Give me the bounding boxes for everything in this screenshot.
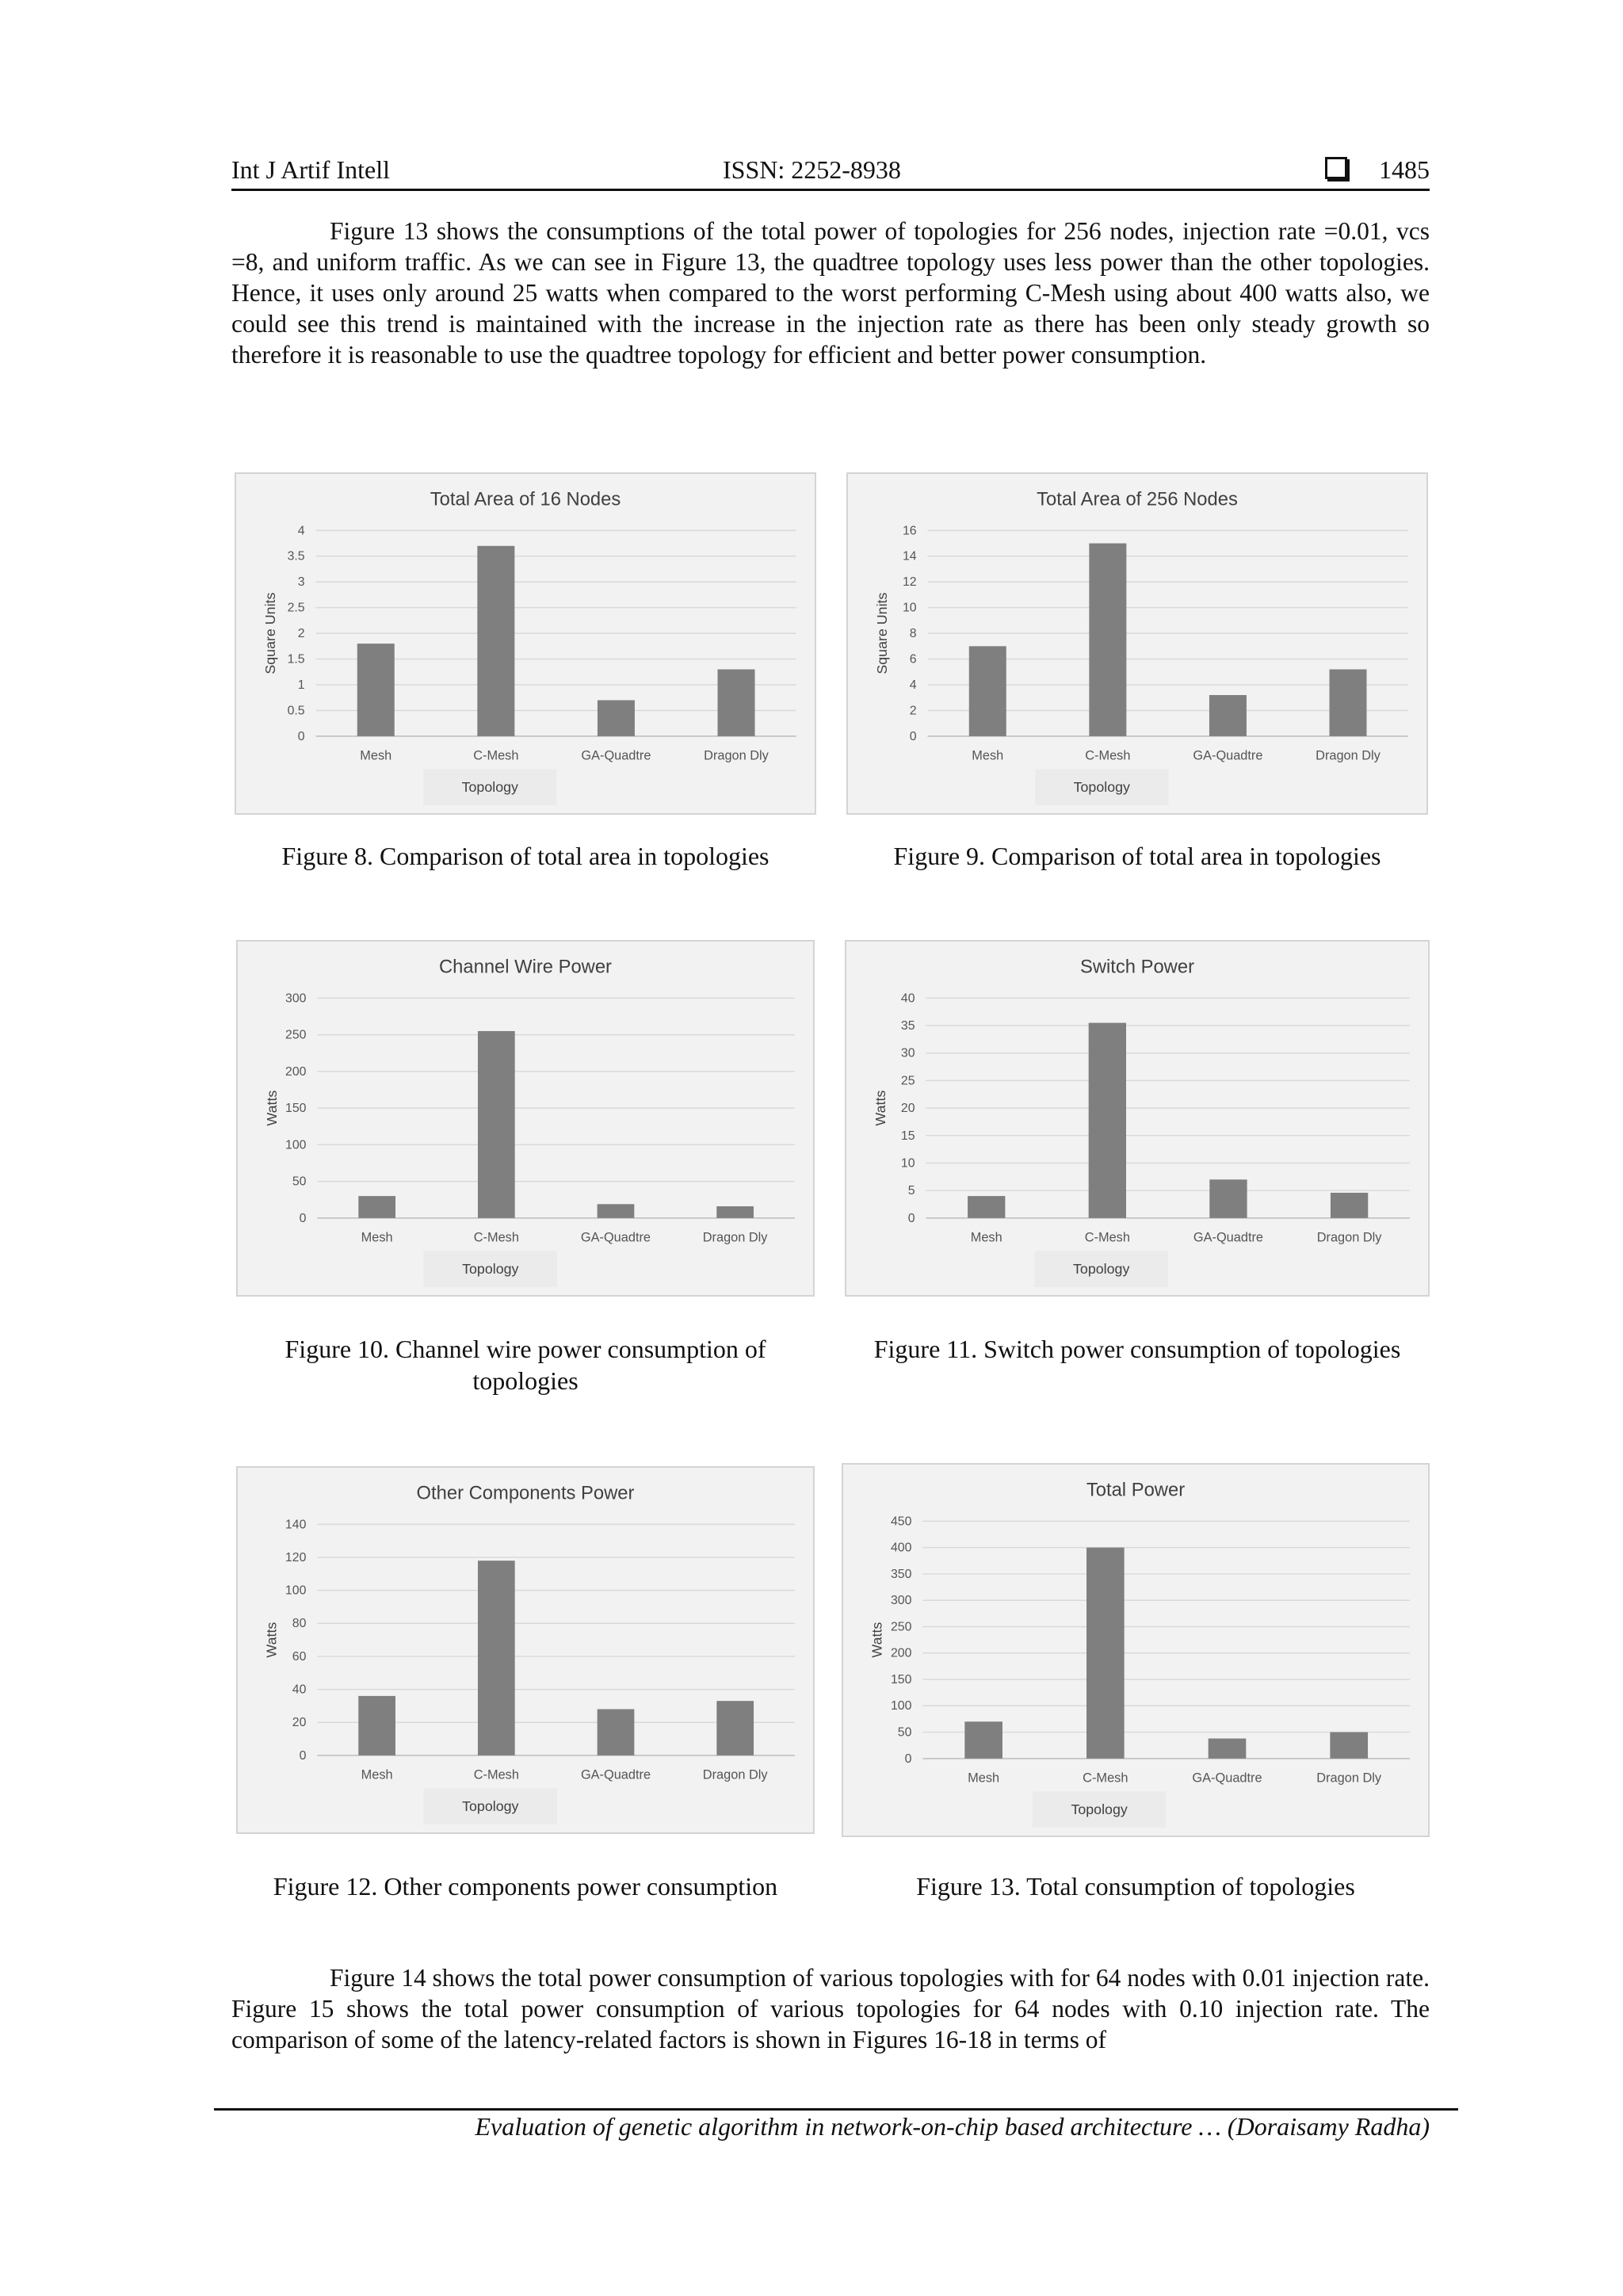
chart-svg bbox=[848, 474, 1426, 813]
y-tick-label: 15 bbox=[900, 1129, 915, 1143]
y-axis-label: Watts bbox=[263, 1090, 280, 1126]
y-tick-label: 150 bbox=[285, 1102, 307, 1116]
x-category-label: GA-Quadtre bbox=[580, 1767, 651, 1782]
x-axis-label: Topology bbox=[462, 1798, 519, 1815]
figure-9-caption: Figure 9. Comparison of total area in topologies bbox=[893, 842, 1381, 870]
y-tick-label: 250 bbox=[285, 1028, 307, 1042]
chart-title: Total Area of 256 Nodes bbox=[1037, 488, 1238, 510]
figure-11-chart bbox=[845, 940, 1430, 1297]
y-tick-label: 4 bbox=[909, 678, 917, 692]
y-tick-label: 8 bbox=[909, 627, 917, 641]
y-axis-label: Square Units bbox=[262, 592, 278, 674]
x-category-label: Mesh bbox=[360, 748, 392, 763]
x-category-label: GA-Quadtre bbox=[581, 748, 651, 763]
y-tick-label: 6 bbox=[909, 652, 917, 667]
y-tick-label: 40 bbox=[292, 1683, 307, 1697]
figure-10-caption-line1: Figure 10. Channel wire power consumption of bbox=[285, 1335, 766, 1363]
bar-dragon-dly bbox=[1330, 1733, 1368, 1759]
figure-13-caption: Figure 13. Total consumption of topologies bbox=[916, 1872, 1355, 1901]
bar-mesh bbox=[968, 1196, 1005, 1218]
x-axis-label: Topology bbox=[1073, 1261, 1130, 1278]
bar-ga-quadtre bbox=[1209, 695, 1247, 736]
y-tick-label: 1.5 bbox=[287, 652, 305, 667]
chart-svg bbox=[236, 474, 815, 813]
y-axis-label: Square Units bbox=[873, 592, 890, 674]
y-tick-label: 0 bbox=[299, 1211, 307, 1225]
y-tick-label: 120 bbox=[285, 1550, 307, 1564]
bar-dragon-dly bbox=[718, 670, 755, 736]
bar-ga-quadtre bbox=[598, 700, 635, 735]
x-category-label: C-Mesh bbox=[473, 748, 519, 763]
y-tick-label: 14 bbox=[902, 549, 917, 563]
bar-ga-quadtre bbox=[598, 1710, 635, 1755]
x-category-label: C-Mesh bbox=[1084, 1230, 1130, 1245]
figure-12-chart bbox=[236, 1466, 815, 1834]
bar-c-mesh bbox=[478, 1561, 515, 1755]
bar-mesh bbox=[358, 1196, 395, 1218]
figure-13-chart bbox=[842, 1463, 1430, 1837]
figure-10-caption-line2: topologies bbox=[472, 1366, 579, 1395]
y-tick-label: 0 bbox=[909, 729, 917, 743]
figure-8-chart bbox=[235, 472, 816, 815]
x-axis-label: Topology bbox=[462, 1261, 519, 1278]
running-header bbox=[231, 155, 1430, 191]
y-tick-label: 0 bbox=[299, 1748, 307, 1763]
x-category-label: GA-Quadtre bbox=[1192, 1771, 1262, 1786]
chart-svg bbox=[238, 1468, 813, 1832]
x-category-label: GA-Quadtre bbox=[1193, 1230, 1264, 1245]
x-category-label: Mesh bbox=[972, 748, 1004, 763]
x-category-label: Mesh bbox=[361, 1230, 393, 1245]
y-tick-label: 450 bbox=[890, 1515, 912, 1529]
y-tick-label: 50 bbox=[292, 1175, 307, 1189]
y-tick-label: 350 bbox=[890, 1567, 912, 1581]
y-tick-label: 50 bbox=[897, 1725, 912, 1740]
figure-9-chart bbox=[846, 472, 1428, 815]
y-tick-label: 300 bbox=[285, 991, 307, 1006]
x-category-label: C-Mesh bbox=[473, 1767, 519, 1782]
bar-mesh bbox=[969, 646, 1006, 736]
y-tick-label: 30 bbox=[900, 1046, 915, 1060]
y-tick-label: 20 bbox=[292, 1716, 307, 1730]
y-tick-label: 0 bbox=[904, 1752, 912, 1766]
y-tick-label: 0 bbox=[907, 1211, 915, 1225]
y-tick-label: 250 bbox=[890, 1620, 912, 1634]
bar-c-mesh bbox=[1089, 544, 1126, 736]
y-tick-label: 100 bbox=[285, 1584, 307, 1598]
bar-mesh bbox=[964, 1721, 1002, 1759]
y-tick-label: 3 bbox=[297, 575, 305, 590]
y-tick-label: 40 bbox=[900, 991, 915, 1006]
y-axis-label: Watts bbox=[869, 1622, 885, 1658]
y-tick-label: 2 bbox=[909, 704, 917, 718]
figure-11-caption: Figure 11. Switch power consumption of topologies bbox=[873, 1335, 1401, 1363]
bar-mesh bbox=[358, 1696, 395, 1755]
y-tick-label: 10 bbox=[900, 1156, 915, 1171]
chart-svg bbox=[843, 1465, 1428, 1836]
y-tick-label: 60 bbox=[292, 1649, 307, 1664]
x-axis-label: Topology bbox=[1073, 779, 1130, 796]
figure-10-chart bbox=[236, 940, 815, 1297]
x-category-label: Dragon Dly bbox=[702, 1767, 768, 1782]
paragraph-intro: Figure 13 shows the consumptions of the total power of topologies for 256 nodes, injection rate =0.01, vcs =8, and uniform traffic. As we can see in Figure 13, the quadtree topology uses less power than the other topologies. Hence, it uses only around 25 watts when compared to the worst performing C-Mesh using about 400 watts also, we could see this trend is maintained with the increase in the injection rate as there has been only steady growth so therefore it is reasonable to use the quadtree topology for efficient and better power consumption. bbox=[231, 217, 1430, 369]
chart-title: Total Area of 16 Nodes bbox=[430, 488, 621, 510]
y-tick-label: 150 bbox=[890, 1672, 912, 1687]
y-tick-label: 20 bbox=[900, 1102, 915, 1116]
chart-title: Switch Power bbox=[1080, 956, 1194, 978]
y-tick-label: 0.5 bbox=[287, 704, 305, 718]
y-tick-label: 1 bbox=[297, 678, 305, 692]
x-category-label: Dragon Dly bbox=[702, 1230, 768, 1245]
box-icon bbox=[1325, 157, 1347, 179]
bar-ga-quadtre bbox=[598, 1204, 635, 1218]
x-category-label: Mesh bbox=[970, 1230, 1002, 1245]
figure-8-caption: Figure 8. Comparison of total area in topologies bbox=[281, 842, 769, 870]
y-tick-label: 2.5 bbox=[287, 601, 305, 615]
x-category-label: C-Mesh bbox=[473, 1230, 519, 1245]
y-tick-label: 80 bbox=[292, 1617, 307, 1631]
y-tick-label: 2 bbox=[297, 627, 305, 641]
footer-rule bbox=[214, 2108, 1458, 2111]
x-axis-label: Topology bbox=[461, 779, 518, 796]
figure-12-caption: Figure 12. Other components power consumption bbox=[273, 1872, 778, 1901]
chart-title: Other Components Power bbox=[416, 1482, 635, 1504]
y-tick-label: 3.5 bbox=[287, 549, 305, 563]
y-tick-label: 200 bbox=[285, 1064, 307, 1079]
x-axis-label: Topology bbox=[1071, 1801, 1128, 1818]
x-category-label: GA-Quadtre bbox=[580, 1230, 651, 1245]
bar-dragon-dly bbox=[1330, 670, 1367, 736]
y-tick-label: 0 bbox=[297, 729, 305, 743]
y-tick-label: 4 bbox=[297, 524, 305, 538]
y-tick-label: 10 bbox=[902, 601, 917, 615]
x-category-label: Mesh bbox=[361, 1767, 393, 1782]
y-tick-label: 25 bbox=[900, 1074, 915, 1088]
y-tick-label: 140 bbox=[285, 1518, 307, 1532]
y-tick-label: 16 bbox=[902, 524, 917, 538]
bar-ga-quadtre bbox=[1209, 1739, 1247, 1759]
bar-dragon-dly bbox=[716, 1701, 754, 1755]
bar-c-mesh bbox=[477, 546, 514, 736]
issn: ISSN: 2252-8938 bbox=[723, 155, 901, 184]
y-tick-label: 5 bbox=[907, 1184, 915, 1198]
figure-10-caption bbox=[236, 1333, 815, 1396]
bar-dragon-dly bbox=[716, 1206, 754, 1218]
x-category-label: Dragon Dly bbox=[704, 748, 769, 763]
bar-c-mesh bbox=[1089, 1023, 1126, 1218]
chart-svg bbox=[238, 942, 813, 1295]
bar-c-mesh bbox=[478, 1031, 515, 1218]
x-category-label: Dragon Dly bbox=[1316, 1230, 1382, 1245]
bar-ga-quadtre bbox=[1209, 1179, 1247, 1218]
page-number: 1485 bbox=[1379, 155, 1430, 184]
y-tick-label: 100 bbox=[890, 1699, 912, 1713]
x-category-label: C-Mesh bbox=[1085, 748, 1131, 763]
x-category-label: GA-Quadtre bbox=[1193, 748, 1263, 763]
bar-dragon-dly bbox=[1331, 1193, 1368, 1218]
chart-title: Channel Wire Power bbox=[439, 956, 612, 978]
paragraph-next: Figure 14 shows the total power consumption of various topologies with for 64 nodes with 0.01 injection rate. Figure 15 shows the total power consumption of various topologies for 64 nodes with 0.10 injection rate. The comparison of some of the latency-related factors is shown in Figures 16-18 in terms of bbox=[231, 1964, 1430, 2053]
chart-svg bbox=[846, 942, 1428, 1295]
journal-name: Int J Artif Intell bbox=[231, 155, 390, 184]
y-tick-label: 12 bbox=[902, 575, 917, 590]
x-category-label: Dragon Dly bbox=[1316, 1771, 1382, 1786]
x-category-label: C-Mesh bbox=[1083, 1771, 1128, 1786]
y-axis-label: Watts bbox=[872, 1090, 888, 1126]
footer-text: Evaluation of genetic algorithm in network-on-chip based architecture … (Doraisamy Radha) bbox=[475, 2112, 1430, 2141]
y-tick-label: 400 bbox=[890, 1541, 912, 1555]
y-tick-label: 300 bbox=[890, 1594, 912, 1608]
x-category-label: Dragon Dly bbox=[1316, 748, 1381, 763]
page-number-group bbox=[1325, 155, 1430, 185]
y-tick-label: 35 bbox=[900, 1019, 915, 1033]
y-tick-label: 200 bbox=[890, 1646, 912, 1660]
chart-title: Total Power bbox=[1086, 1479, 1186, 1501]
bar-c-mesh bbox=[1086, 1548, 1125, 1759]
y-axis-label: Watts bbox=[263, 1622, 280, 1658]
x-category-label: Mesh bbox=[968, 1771, 1000, 1786]
y-tick-label: 100 bbox=[285, 1138, 307, 1152]
bar-mesh bbox=[357, 644, 395, 736]
